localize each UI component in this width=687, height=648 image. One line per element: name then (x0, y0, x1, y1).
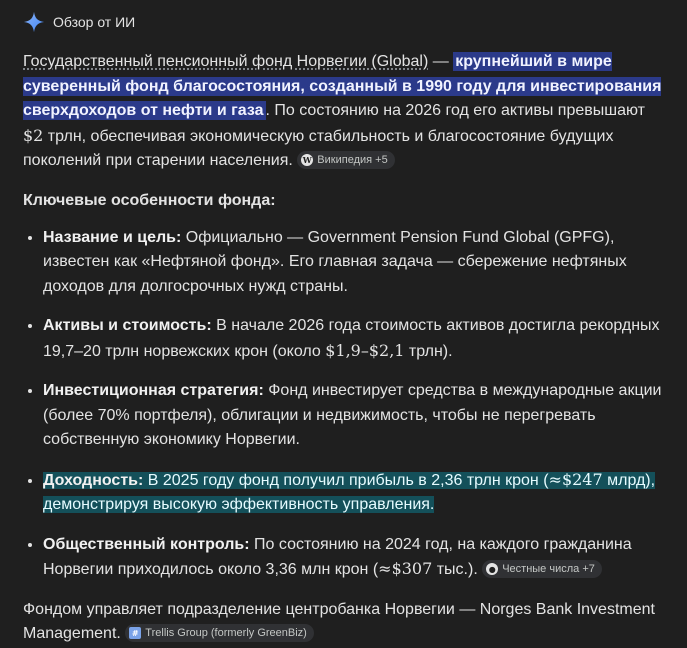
footer-paragraph: Фондом управляет подразделение центробанка Норвегии — Norges Bank Investment Management. # Trellis Group (formerly GreenBiz) (23, 600, 655, 642)
intro-paragraph: Государственный пенсионный фонд Норвегии (Global) — крупнейший в мире суверенный фонд благосостояния, созданный в 1990 году для инвестирования сверхдоходов от нефти и газа . По состоянию на 2026 год его активы превышают $2 трлн, обеспечивая экономическую стабильность и благосостояние будущих поколений при старении населения. W Википедия +5 (23, 53, 662, 169)
source-favicon-icon: ● (486, 563, 498, 575)
list-item (43, 468, 665, 518)
wikipedia-icon: W (302, 155, 312, 165)
source-chip-honest-numbers[interactable]: ● Честные числа +7 (482, 560, 602, 578)
highlighted-returns: Доходность: В 2025 году фонд получил прибыль в 2,36 трлн крон (≈$247 млрд), демонстрируя высокую эффективность управления. (43, 469, 656, 513)
fund-name-link[interactable]: Государственный пенсионный фонд Норвегии (Global) (23, 53, 429, 70)
ai-overview-header (23, 10, 665, 34)
list-item: • Инвестиционная стратегия: Фонд инвестирует средства в международные акции (более 70% портфеля), облигации и недвижимость, чтобы не перегревать собственную экономику Норвегии. (43, 379, 665, 453)
sparkle-icon (23, 11, 45, 33)
features-list (23, 226, 665, 583)
source-chip-wikipedia[interactable]: W Википедия +5 (297, 151, 394, 169)
list-item: • Активы и стоимость: В начале 2026 года стоимость активов достигла рекордных 19,7–20 трлн норвежских крон (около $1,9–$2,1 трлн). (43, 314, 665, 364)
source-chip-trellis[interactable]: # Trellis Group (formerly GreenBiz) (125, 624, 314, 642)
list-item: • Общественный контроль: По состоянию на 2024 год, на каждого гражданина Норвегии приходилось около 3,36 млн крон (≈$307 тыс.). ● Честные числа +7 (43, 533, 665, 583)
trellis-icon: # (129, 627, 141, 639)
highlighted-summary: крупнейший в мире суверенный фонд благосостояния, созданный в 1990 году для инвестирования сверхдоходов от нефти и газа (23, 53, 662, 119)
list-item: • Название и цель: Официально — Government Pension Fund Global (GPFG), известен как «Нефтяной фонд». Его главная задача — сбережение нефтяных доходов для долгосрочных нужд страны. (43, 226, 665, 300)
section-title: Ключевые особенности фонда: (23, 191, 276, 209)
header-title: Обзор от ИИ (53, 14, 136, 30)
